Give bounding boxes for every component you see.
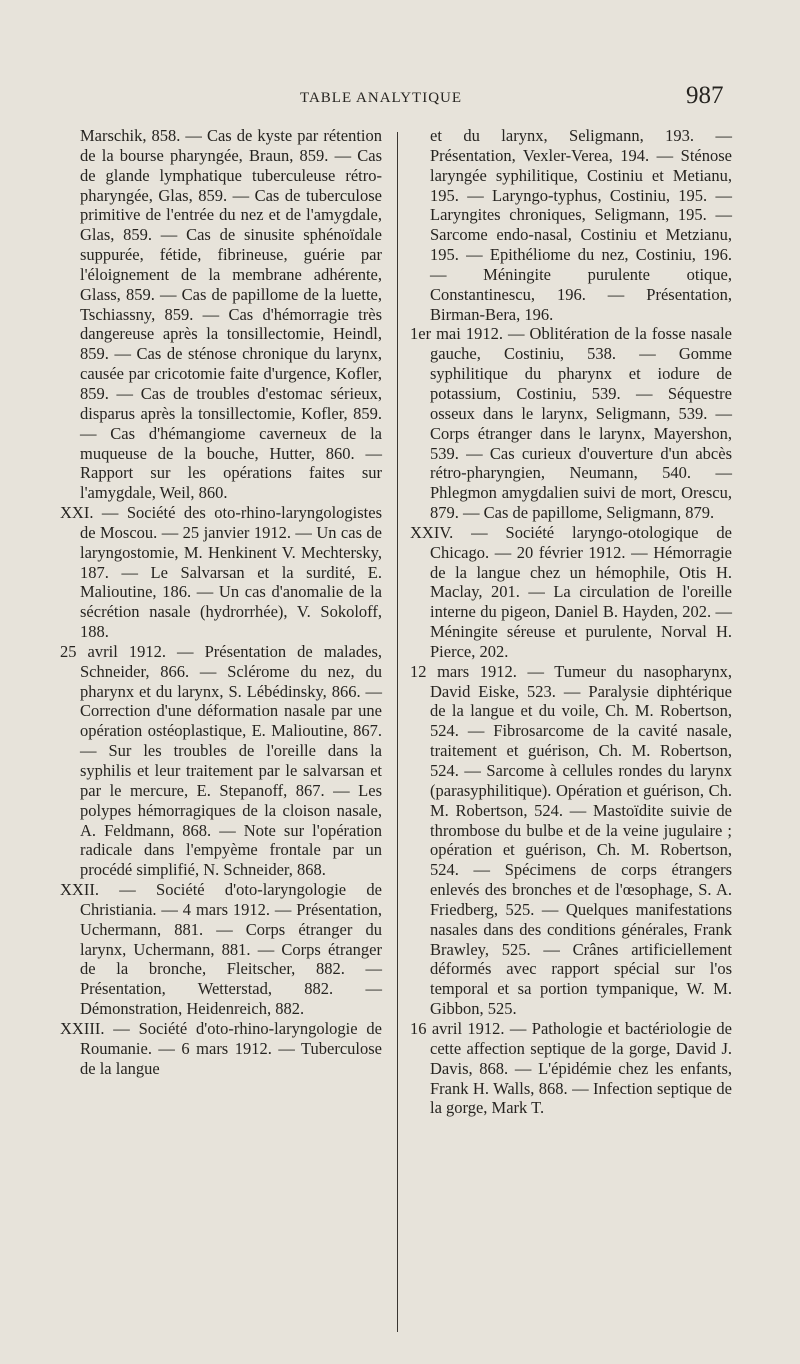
page-number: 987 [686,82,724,109]
index-entry: 1er mai 1912. — Oblitération de la fosse nasale gauche, Costiniu, 538. — Gomme syphilitique du pharynx et iodure de potassium, Costiniu, 539. — Séquestre osseux dans le larynx, Seligmann, 539. — Corps étranger dans le larynx, Mayershon, 539. — Cas curieux d'ouverture d'un abcès rétro-pharyngien, Neumann, 540. — Phlegmon amygdalien suivi de mort, Orescu, 879. — Cas de papillome, Seligmann, 879. [410,324,732,523]
index-entry: Marschik, 858. — Cas de kyste par rétention de la bourse pharyngée, Braun, 859. — Cas de glande lymphatique tuberculeuse rétro-pharyngée, Glas, 859. — Cas de tuberculose primitive de l'entrée du nez et de l'amygdale, Glas, 859. — Cas de sinusite sphénoïdale suppurée, fétide, fibrineuse, guérie par l'éloignement de la membrane adhérente, Glass, 859. — Cas de papillome de la luette, Tschiassny, 859. — Cas d'hémorragie très dangereuse après la tonsillectomie, Heindl, 859. — Cas de sténose chronique du larynx, causée par cricotomie faite d'urgence, Kofler, 859. — Cas de troubles d'estomac sérieux, disparus après la tonsillectomie, Kofler, 859. — Cas d'hémangiome caverneux de la muqueuse de la bouche, Hutter, 860. — Rapport sur les opérations faites sur l'amygdale, Weil, 860. [80,126,382,503]
column-divider [397,132,398,1332]
index-entry: 12 mars 1912. — Tumeur du nasopharynx, David Eiske, 523. — Paralysie diphtérique de la langue et du voile, Ch. M. Robertson, 524. — Fibrosarcome de la cavité nasale, traitement et guérison, Ch. M. Robertson, 524. — Sarcome à cellules rondes du larynx (parasyphilitique). Opération et guérison, Ch. M. Robertson, 524. — Mastoïdite suivie de thrombose du bulbe et de la veine jugulaire ; opération et guérison, Ch. M. Robertson, 524. — Spécimens de corps étrangers enlevés des bronches et de l'œsophage, S. A. Friedberg, 525. — Quelques manifestations nasales dans des conditions générales, Frank Brawley, 525. — Crânes artificiellement déformés avec rapport spécial sur l'os temporal et sa portion tympanique, W. M. Gibbon, 525. [410,661,732,1019]
index-entry: et du larynx, Seligmann, 193. — Présentation, Vexler-Verea, 194. — Sténose laryngée syphilitique, Costiniu et Metianu, 195. — Laryngo-typhus, Costiniu, 195. — Laryngites chroniques, Seligmann, 195. — Sarcome endo-nasal, Costiniu et Metzianu, 195. — Epithéliome du nez, Costiniu, 196. — Méningite purulente otique, Constantinescu, 196. — Présentation, Birman-Bera, 196. [430,126,732,324]
index-entry: 16 avril 1912. — Pathologie et bactériologie de cette affection septique de la gorge, David J. Davis, 868. — L'épidémie chez les enfants, Frank H. Walls, 868. — Infection septique de la gorge, Mark T. [410,1018,732,1118]
right-column [410,126,732,1118]
left-column [60,126,382,1079]
running-title: TABLE ANALYTIQUE [300,90,463,106]
index-entry: 25 avril 1912. — Présentation de malades, Schneider, 866. — Sclérome du nez, du pharynx et du larynx, S. Lébédinsky, 866. — Correction d'une déformation nasale par une opération ostéoplastique, E. Malioutine, 867. — Sur les troubles de l'oreille dans la syphilis et leur traitement par le salvarsan et par le mercure, E. Stepanoff, 867. — Les polypes hémorragiques de la cloison nasale, A. Feldmann, 868. — Note sur l'opération radicale dans l'empyème frontale par un procédé simplifié, N. Schneider, 868. [60,641,382,880]
index-entry: XXIV. — Société laryngo-otologique de Chicago. — 20 février 1912. — Hémorragie de la langue chez un hémophile, Otis H. Maclay, 201. — La circulation de l'oreille interne du pigeon, Daniel B. Hayden, 202. — Méningite séreuse et purulente, Norval H. Pierce, 202. [410,522,732,661]
index-entry: XXII. — Société d'oto-laryngologie de Christiania. — 4 mars 1912. — Présentation, Uchermann, 881. — Corps étranger du larynx, Uchermann, 881. — Corps étranger de la bronche, Fleitscher, 882. — Présentation, Wetterstad, 882. — Démonstration, Heidenreich, 882. [60,880,382,1019]
index-entry: XXI. — Société des oto-rhino-laryngologistes de Moscou. — 25 janvier 1912. — Un cas de laryngostomie, M. Henkinent V. Mechtersky, 187. — Le Salvarsan et la surdité, E. Malioutine, 186. — Un cas d'anomalie de la sécrétion nasale (hydrorrhée), V. Sokoloff, 188. [60,503,382,642]
index-entry: XXIII. — Société d'oto-rhino-laryngologie de Roumanie. — 6 mars 1912. — Tuberculose de la langue [60,1018,382,1078]
page-header [0,82,800,122]
